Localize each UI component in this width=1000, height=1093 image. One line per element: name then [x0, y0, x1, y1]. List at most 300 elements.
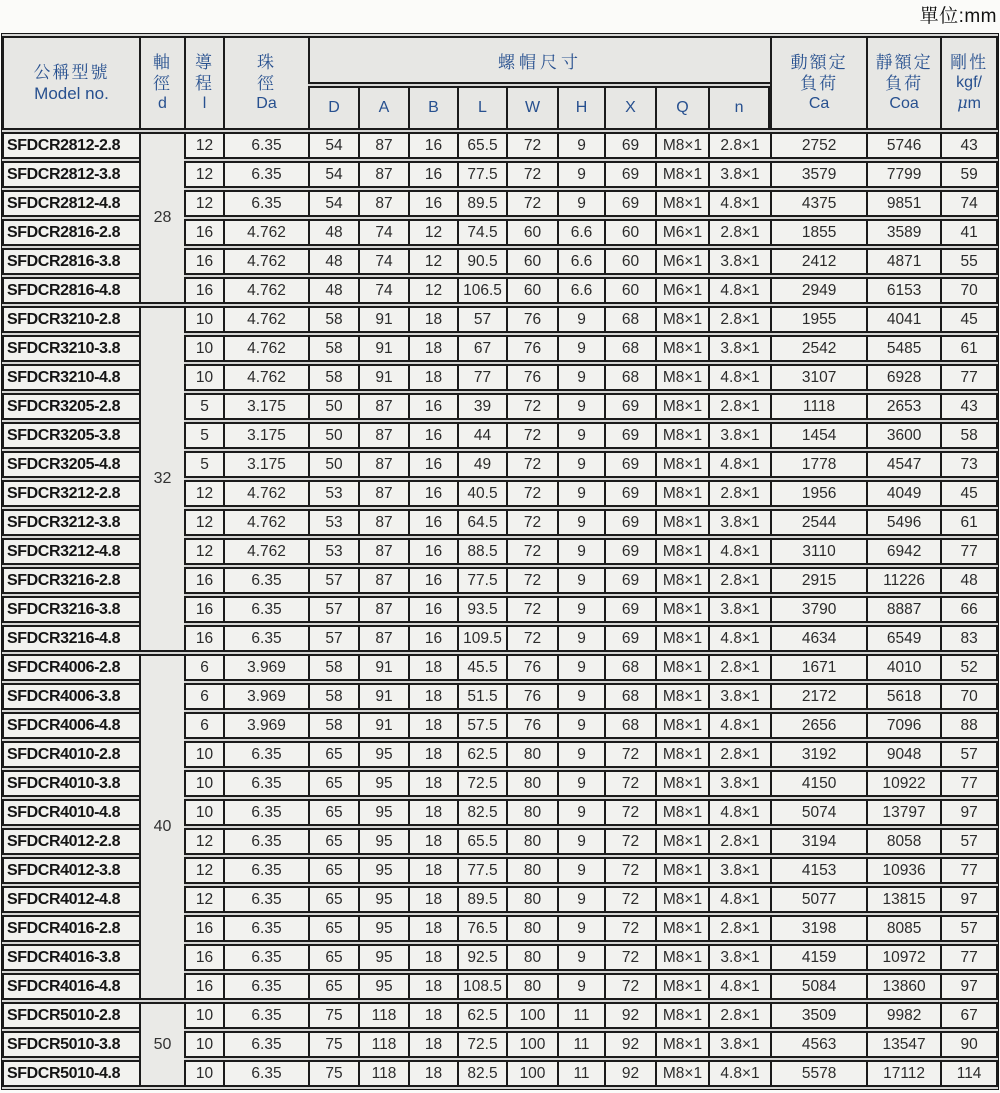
spec-cell-l: 6: [184, 683, 223, 710]
spec-cell-ca: 1454: [770, 422, 866, 449]
spec-cell-A: 95: [358, 828, 408, 855]
spec-cell-X: 69: [604, 190, 655, 217]
spec-cell-rig: 73: [940, 451, 998, 478]
spec-cell-Q: M6×1: [655, 219, 708, 246]
col-header-model-zh: 公稱型號: [33, 63, 110, 82]
spec-cell-n: 4.8×1: [708, 1060, 770, 1087]
spec-cell-n: 2.8×1: [708, 393, 770, 420]
spec-cell-A: 95: [358, 857, 408, 884]
spec-cell-Q: M8×1: [655, 538, 708, 565]
spec-cell-coa: 4871: [866, 248, 940, 275]
spec-cell-Q: M8×1: [655, 451, 708, 478]
spec-cell-B: 18: [408, 712, 457, 739]
spec-cell-coa: 10936: [866, 857, 940, 884]
spec-cell-D: 65: [308, 828, 358, 855]
spec-cell-A: 118: [358, 1002, 408, 1029]
spec-cell-B: 18: [408, 799, 457, 826]
spec-cell-L: 77: [457, 364, 506, 391]
spec-cell-da: 4.762: [223, 248, 308, 275]
col-header-n: n: [708, 86, 770, 130]
spec-cell-X: 68: [604, 654, 655, 681]
spec-cell-X: 69: [604, 509, 655, 536]
spec-cell-rig: 74: [940, 190, 998, 217]
spec-cell-H: 9: [557, 828, 604, 855]
spec-cell-ca: 3110: [770, 538, 866, 565]
spec-cell-D: 53: [308, 480, 358, 507]
table-header: [2, 36, 998, 130]
spec-cell-L: 39: [457, 393, 506, 420]
spec-cell-rig: 83: [940, 625, 998, 652]
spec-cell-l: 16: [184, 248, 223, 275]
spec-cell-coa: 5618: [866, 683, 940, 710]
spec-cell-D: 54: [308, 161, 358, 188]
table-row: [2, 132, 998, 159]
model-cell: SFDCR3216-3.8: [2, 596, 139, 623]
spec-cell-rig: 58: [940, 422, 998, 449]
spec-cell-n: 4.8×1: [708, 451, 770, 478]
spec-cell-rig: 59: [940, 161, 998, 188]
spec-cell-coa: 13547: [866, 1031, 940, 1058]
spec-cell-H: 9: [557, 799, 604, 826]
spec-cell-H: 9: [557, 770, 604, 797]
spec-cell-X: 69: [604, 480, 655, 507]
spec-cell-A: 74: [358, 277, 408, 304]
spec-cell-L: 57.5: [457, 712, 506, 739]
spec-cell-l: 5: [184, 451, 223, 478]
spec-cell-W: 60: [506, 248, 557, 275]
spec-cell-l: 12: [184, 538, 223, 565]
spec-cell-coa: 5485: [866, 335, 940, 362]
spec-cell-B: 16: [408, 509, 457, 536]
spec-cell-D: 58: [308, 683, 358, 710]
spec-cell-da: 3.969: [223, 683, 308, 710]
spec-cell-da: 6.35: [223, 161, 308, 188]
spec-cell-H: 11: [557, 1031, 604, 1058]
spec-cell-ca: 5084: [770, 973, 866, 1000]
spec-cell-Q: M8×1: [655, 625, 708, 652]
spec-cell-D: 57: [308, 625, 358, 652]
spec-cell-ca: 1955: [770, 306, 866, 333]
spec-cell-X: 92: [604, 1031, 655, 1058]
spec-cell-ca: 1118: [770, 393, 866, 420]
spec-cell-coa: 9982: [866, 1002, 940, 1029]
spec-cell-H: 9: [557, 567, 604, 594]
spec-cell-Q: M8×1: [655, 799, 708, 826]
spec-cell-H: 9: [557, 973, 604, 1000]
spec-cell-coa: 5496: [866, 509, 940, 536]
spec-cell-n: 4.8×1: [708, 973, 770, 1000]
spec-cell-n: 4.8×1: [708, 538, 770, 565]
spec-cell-A: 95: [358, 973, 408, 1000]
spec-cell-coa: 4041: [866, 306, 940, 333]
spec-cell-X: 72: [604, 741, 655, 768]
spec-cell-n: 2.8×1: [708, 915, 770, 942]
spec-cell-da: 3.969: [223, 712, 308, 739]
spec-cell-coa: 11226: [866, 567, 940, 594]
spec-cell-B: 18: [408, 335, 457, 362]
spec-cell-coa: 4547: [866, 451, 940, 478]
spec-cell-ca: 2542: [770, 335, 866, 362]
spec-cell-Q: M6×1: [655, 277, 708, 304]
spec-cell-D: 65: [308, 973, 358, 1000]
spec-cell-da: 6.35: [223, 741, 308, 768]
spec-cell-X: 68: [604, 364, 655, 391]
spec-cell-ca: 2949: [770, 277, 866, 304]
spec-cell-l: 16: [184, 567, 223, 594]
spec-cell-X: 72: [604, 770, 655, 797]
spec-cell-rig: 77: [940, 538, 998, 565]
spec-cell-coa: 13860: [866, 973, 940, 1000]
spec-cell-B: 18: [408, 654, 457, 681]
col-header-dynamic-load: 動額定 負荷 Ca: [770, 36, 866, 130]
spec-cell-Q: M8×1: [655, 654, 708, 681]
spec-cell-W: 100: [506, 1060, 557, 1087]
spec-cell-l: 10: [184, 741, 223, 768]
spec-cell-Q: M8×1: [655, 973, 708, 1000]
spec-cell-A: 91: [358, 712, 408, 739]
spec-cell-da: 4.762: [223, 480, 308, 507]
spec-cell-A: 87: [358, 480, 408, 507]
spec-cell-D: 65: [308, 741, 358, 768]
spec-cell-ca: 1855: [770, 219, 866, 246]
spec-cell-n: 3.8×1: [708, 161, 770, 188]
spec-cell-H: 9: [557, 915, 604, 942]
spec-cell-A: 87: [358, 538, 408, 565]
spec-cell-n: 4.8×1: [708, 886, 770, 913]
spec-cell-X: 69: [604, 422, 655, 449]
spec-cell-ca: 3790: [770, 596, 866, 623]
spec-cell-ca: 1956: [770, 480, 866, 507]
spec-cell-Q: M8×1: [655, 364, 708, 391]
col-header-shaft-diameter: 軸 徑 d: [139, 36, 184, 130]
spec-cell-da: 6.35: [223, 799, 308, 826]
model-cell: SFDCR3212-3.8: [2, 509, 139, 536]
spec-cell-Q: M8×1: [655, 306, 708, 333]
spec-cell-L: 57: [457, 306, 506, 333]
spec-cell-H: 9: [557, 654, 604, 681]
spec-cell-A: 87: [358, 393, 408, 420]
spec-cell-A: 87: [358, 190, 408, 217]
spec-cell-n: 3.8×1: [708, 248, 770, 275]
spec-cell-coa: 10972: [866, 944, 940, 971]
spec-cell-A: 74: [358, 219, 408, 246]
spec-cell-da: 6.35: [223, 567, 308, 594]
spec-cell-D: 65: [308, 857, 358, 884]
spec-cell-rig: 45: [940, 306, 998, 333]
spec-cell-W: 80: [506, 915, 557, 942]
spec-cell-ca: 3579: [770, 161, 866, 188]
spec-cell-Q: M8×1: [655, 741, 708, 768]
spec-cell-Q: M8×1: [655, 683, 708, 710]
spec-cell-rig: 70: [940, 683, 998, 710]
spec-cell-W: 80: [506, 944, 557, 971]
spec-cell-H: 9: [557, 625, 604, 652]
spec-cell-B: 18: [408, 770, 457, 797]
spec-cell-W: 72: [506, 480, 557, 507]
unit-note: 單位:mm: [919, 6, 997, 27]
spec-cell-H: 9: [557, 335, 604, 362]
spec-cell-H: 9: [557, 741, 604, 768]
spec-cell-D: 65: [308, 886, 358, 913]
col-header-nut-dimensions: 螺帽尺寸: [308, 36, 770, 84]
model-cell: SFDCR3210-3.8: [2, 335, 139, 362]
spec-cell-l: 12: [184, 828, 223, 855]
model-cell: SFDCR3205-2.8: [2, 393, 139, 420]
spec-cell-rig: 45: [940, 480, 998, 507]
spec-cell-n: 3.8×1: [708, 1031, 770, 1058]
spec-cell-H: 9: [557, 596, 604, 623]
spec-cell-rig: 57: [940, 828, 998, 855]
spec-cell-L: 62.5: [457, 741, 506, 768]
spec-cell-D: 57: [308, 596, 358, 623]
model-cell: SFDCR4010-2.8: [2, 741, 139, 768]
spec-cell-X: 72: [604, 915, 655, 942]
spec-cell-H: 9: [557, 393, 604, 420]
spec-cell-Q: M8×1: [655, 886, 708, 913]
spec-cell-rig: 66: [940, 596, 998, 623]
spec-cell-W: 76: [506, 306, 557, 333]
spec-cell-A: 95: [358, 886, 408, 913]
shaft-diameter-cell: 32: [139, 306, 184, 652]
spec-cell-n: 2.8×1: [708, 219, 770, 246]
spec-cell-D: 75: [308, 1031, 358, 1058]
spec-cell-W: 76: [506, 654, 557, 681]
spec-cell-n: 2.8×1: [708, 654, 770, 681]
spec-cell-l: 16: [184, 596, 223, 623]
spec-cell-ca: 4153: [770, 857, 866, 884]
spec-cell-B: 16: [408, 596, 457, 623]
spec-cell-A: 87: [358, 625, 408, 652]
spec-cell-L: 93.5: [457, 596, 506, 623]
model-cell: SFDCR4012-3.8: [2, 857, 139, 884]
spec-cell-W: 80: [506, 886, 557, 913]
col-header-model: [2, 36, 139, 130]
shaft-diameter-cell: 40: [139, 654, 184, 1000]
spec-cell-W: 80: [506, 770, 557, 797]
spec-cell-coa: 9851: [866, 190, 940, 217]
spec-cell-L: 72.5: [457, 770, 506, 797]
spec-cell-l: 12: [184, 857, 223, 884]
spec-cell-rig: 88: [940, 712, 998, 739]
spec-cell-l: 10: [184, 1031, 223, 1058]
spec-cell-W: 100: [506, 1002, 557, 1029]
spec-cell-L: 82.5: [457, 799, 506, 826]
model-cell: SFDCR3216-4.8: [2, 625, 139, 652]
spec-cell-D: 58: [308, 364, 358, 391]
spec-cell-da: 6.35: [223, 886, 308, 913]
col-header-rigidity: 剛性 kgf/ μm: [940, 36, 998, 130]
spec-cell-A: 91: [358, 683, 408, 710]
spec-cell-B: 12: [408, 248, 457, 275]
spec-cell-X: 69: [604, 625, 655, 652]
spec-cell-rig: 67: [940, 1002, 998, 1029]
spec-cell-coa: 17112: [866, 1060, 940, 1087]
model-cell: SFDCR4012-4.8: [2, 886, 139, 913]
spec-cell-A: 91: [358, 364, 408, 391]
spec-cell-da: 6.35: [223, 190, 308, 217]
spec-cell-B: 18: [408, 1002, 457, 1029]
spec-cell-coa: 4049: [866, 480, 940, 507]
spec-cell-l: 16: [184, 973, 223, 1000]
spec-cell-L: 106.5: [457, 277, 506, 304]
spec-cell-D: 53: [308, 509, 358, 536]
spec-cell-D: 48: [308, 277, 358, 304]
model-cell: SFDCR4006-4.8: [2, 712, 139, 739]
spec-cell-B: 16: [408, 567, 457, 594]
spec-cell-D: 50: [308, 393, 358, 420]
spec-cell-B: 16: [408, 451, 457, 478]
spec-cell-D: 58: [308, 335, 358, 362]
spec-cell-Q: M8×1: [655, 190, 708, 217]
spec-cell-Q: M8×1: [655, 509, 708, 536]
spec-cell-D: 75: [308, 1002, 358, 1029]
spec-cell-da: 4.762: [223, 335, 308, 362]
spec-cell-A: 87: [358, 132, 408, 159]
spec-cell-rig: 97: [940, 799, 998, 826]
spec-cell-coa: 5746: [866, 132, 940, 159]
spec-cell-L: 88.5: [457, 538, 506, 565]
spec-cell-W: 72: [506, 567, 557, 594]
spec-cell-ca: 3107: [770, 364, 866, 391]
spec-cell-ca: 2172: [770, 683, 866, 710]
spec-cell-l: 12: [184, 480, 223, 507]
spec-cell-A: 95: [358, 944, 408, 971]
col-header-Q: Q: [655, 86, 708, 130]
spec-cell-Q: M8×1: [655, 770, 708, 797]
spec-cell-coa: 6153: [866, 277, 940, 304]
spec-cell-da: 4.762: [223, 219, 308, 246]
spec-cell-rig: 43: [940, 393, 998, 420]
spec-cell-l: 12: [184, 886, 223, 913]
spec-cell-rig: 77: [940, 857, 998, 884]
spec-cell-coa: 4010: [866, 654, 940, 681]
spec-cell-H: 9: [557, 857, 604, 884]
model-cell: SFDCR3212-2.8: [2, 480, 139, 507]
spec-cell-l: 16: [184, 219, 223, 246]
spec-cell-B: 16: [408, 422, 457, 449]
spec-cell-n: 3.8×1: [708, 770, 770, 797]
spec-cell-X: 72: [604, 857, 655, 884]
spec-cell-A: 91: [358, 306, 408, 333]
spec-cell-L: 51.5: [457, 683, 506, 710]
spec-cell-X: 68: [604, 306, 655, 333]
spec-cell-H: 9: [557, 364, 604, 391]
spec-cell-L: 45.5: [457, 654, 506, 681]
spec-cell-rig: 77: [940, 770, 998, 797]
spec-cell-Q: M8×1: [655, 567, 708, 594]
model-cell: SFDCR4006-3.8: [2, 683, 139, 710]
spec-cell-B: 16: [408, 625, 457, 652]
col-header-W: W: [506, 86, 557, 130]
spec-cell-da: 4.762: [223, 509, 308, 536]
spec-cell-B: 18: [408, 828, 457, 855]
spec-cell-n: 2.8×1: [708, 480, 770, 507]
spec-cell-L: 109.5: [457, 625, 506, 652]
spec-cell-L: 82.5: [457, 1060, 506, 1087]
spec-cell-X: 92: [604, 1060, 655, 1087]
spec-cell-X: 72: [604, 828, 655, 855]
spec-cell-B: 16: [408, 161, 457, 188]
spec-cell-coa: 8058: [866, 828, 940, 855]
spec-cell-D: 50: [308, 422, 358, 449]
spec-cell-L: 65.5: [457, 828, 506, 855]
spec-cell-n: 2.8×1: [708, 132, 770, 159]
spec-cell-Q: M8×1: [655, 335, 708, 362]
spec-cell-W: 76: [506, 712, 557, 739]
model-cell: SFDCR4016-2.8: [2, 915, 139, 942]
spec-cell-l: 12: [184, 509, 223, 536]
spec-cell-Q: M8×1: [655, 422, 708, 449]
spec-cell-ca: 5578: [770, 1060, 866, 1087]
spec-cell-n: 2.8×1: [708, 741, 770, 768]
spec-cell-B: 16: [408, 132, 457, 159]
spec-cell-X: 69: [604, 538, 655, 565]
spec-cell-Q: M8×1: [655, 480, 708, 507]
spec-cell-W: 100: [506, 1031, 557, 1058]
spec-cell-da: 4.762: [223, 277, 308, 304]
spec-cell-W: 72: [506, 509, 557, 536]
spec-cell-rig: 90: [940, 1031, 998, 1058]
spec-cell-n: 3.8×1: [708, 509, 770, 536]
spec-cell-da: 6.35: [223, 828, 308, 855]
spec-cell-L: 76.5: [457, 915, 506, 942]
col-header-H: H: [557, 86, 604, 130]
spec-cell-B: 18: [408, 741, 457, 768]
spec-cell-B: 18: [408, 886, 457, 913]
spec-cell-A: 118: [358, 1031, 408, 1058]
spec-cell-L: 77.5: [457, 857, 506, 884]
spec-cell-L: 49: [457, 451, 506, 478]
spec-cell-n: 3.8×1: [708, 335, 770, 362]
spec-cell-coa: 7096: [866, 712, 940, 739]
spec-cell-X: 69: [604, 161, 655, 188]
spec-cell-L: 89.5: [457, 886, 506, 913]
spec-cell-rig: 77: [940, 364, 998, 391]
spec-cell-L: 67: [457, 335, 506, 362]
spec-cell-W: 76: [506, 364, 557, 391]
spec-cell-L: 74.5: [457, 219, 506, 246]
spec-cell-rig: 77: [940, 944, 998, 971]
spec-cell-B: 18: [408, 1031, 457, 1058]
spec-cell-X: 68: [604, 335, 655, 362]
spec-cell-Q: M8×1: [655, 915, 708, 942]
col-header-A: A: [358, 86, 408, 130]
spec-cell-L: 108.5: [457, 973, 506, 1000]
model-cell: SFDCR4010-3.8: [2, 770, 139, 797]
spec-cell-coa: 7799: [866, 161, 940, 188]
model-cell: SFDCR2816-4.8: [2, 277, 139, 304]
spec-cell-X: 72: [604, 973, 655, 1000]
spec-cell-l: 10: [184, 799, 223, 826]
spec-cell-coa: 3589: [866, 219, 940, 246]
spec-cell-X: 72: [604, 886, 655, 913]
spec-cell-X: 92: [604, 1002, 655, 1029]
spec-cell-A: 87: [358, 596, 408, 623]
spec-cell-D: 65: [308, 770, 358, 797]
spec-cell-Q: M8×1: [655, 857, 708, 884]
spec-cell-H: 9: [557, 306, 604, 333]
spec-cell-Q: M8×1: [655, 828, 708, 855]
spec-cell-W: 72: [506, 538, 557, 565]
spec-cell-da: 6.35: [223, 857, 308, 884]
spec-cell-l: 5: [184, 422, 223, 449]
spec-cell-L: 77.5: [457, 161, 506, 188]
spec-cell-n: 4.8×1: [708, 799, 770, 826]
spec-cell-W: 80: [506, 828, 557, 855]
shaft-diameter-cell: 50: [139, 1002, 184, 1087]
spec-table-frame: [1, 33, 999, 1090]
spec-cell-ca: 2752: [770, 132, 866, 159]
